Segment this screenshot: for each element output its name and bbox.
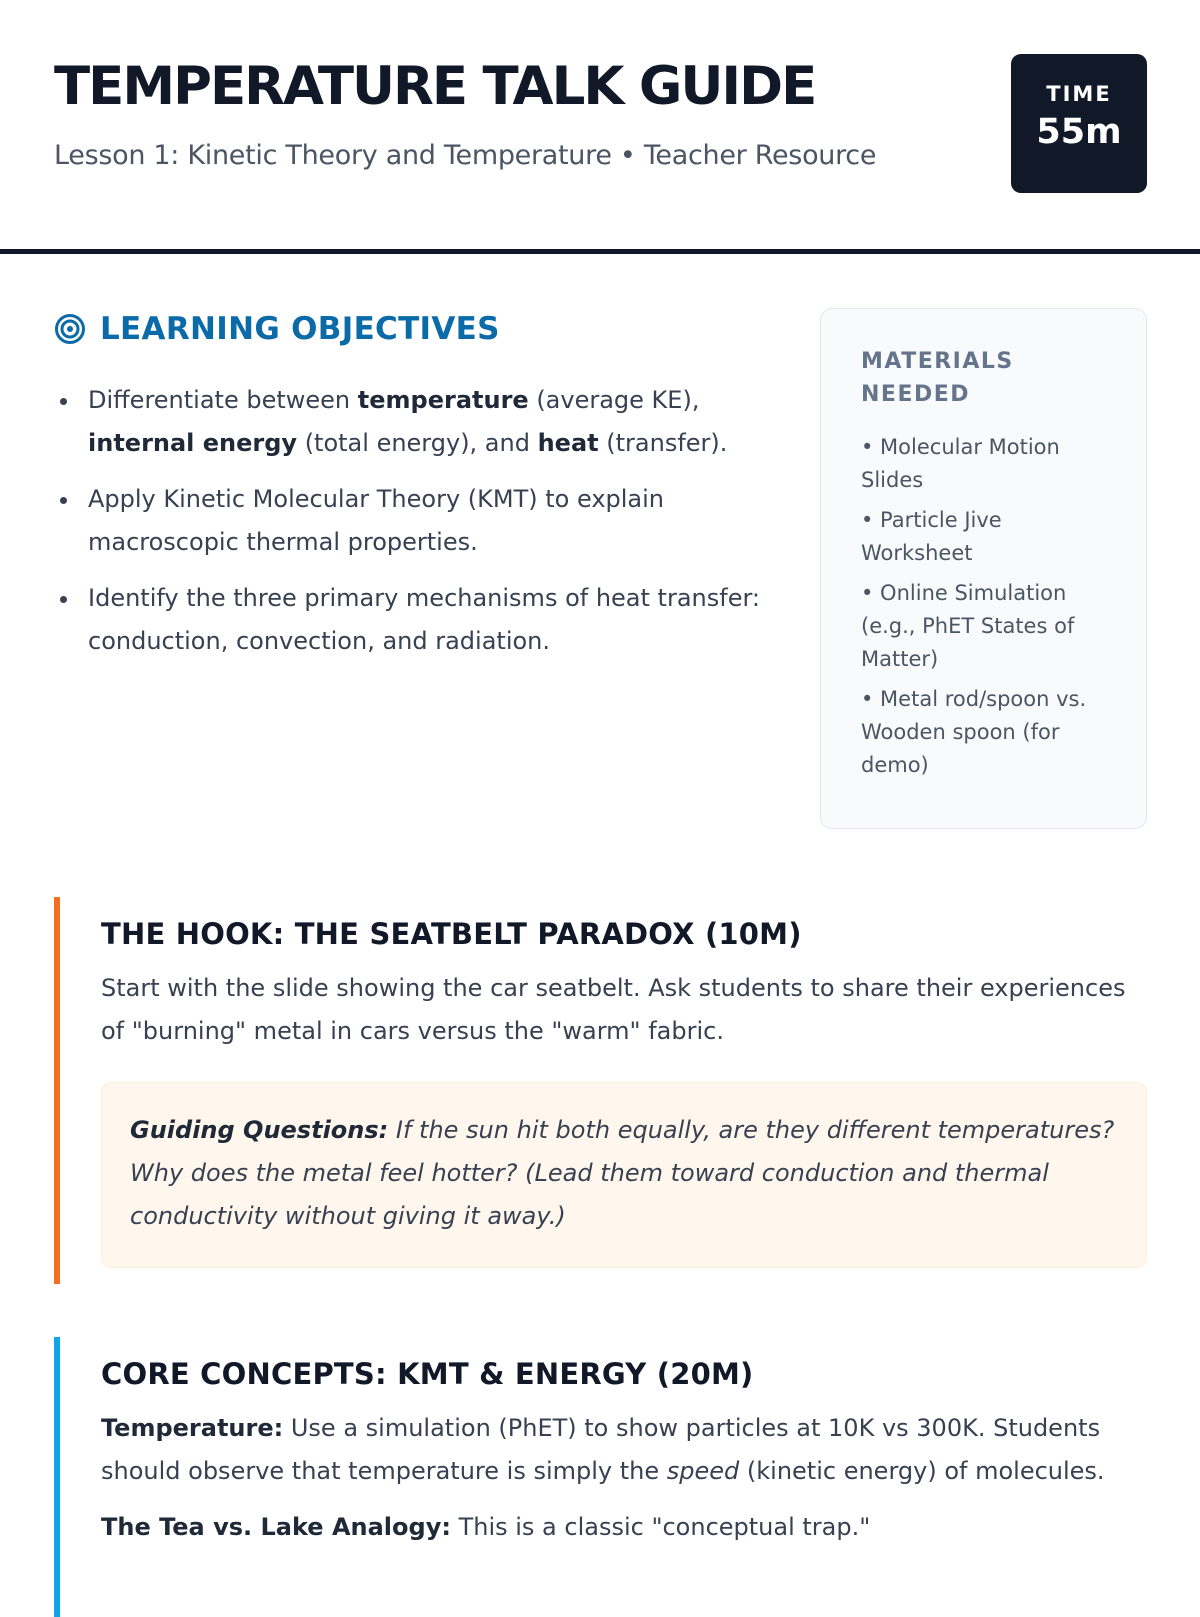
- guiding-questions-callout: [101, 1082, 1147, 1268]
- materials-title: MATERIALS NEEDED: [861, 349, 1014, 407]
- hook-title: THE HOOK: THE SEATBELT PARADOX (10M): [101, 917, 802, 951]
- objective-item: Apply Kinetic Molecular Theory (KMT) to explain macroscopic thermal properties.: [60, 478, 760, 564]
- target-icon: [54, 313, 86, 345]
- core-label-analogy: The Tea vs. Lake Analogy:: [101, 1513, 451, 1541]
- objectives-list: [60, 379, 760, 676]
- material-item: • Online Simulation (e.g., PhET States of Matter): [861, 581, 1075, 671]
- callout-text: If the sun hit both equally, are they different temperatures? Why does the metal feel hotter? (Lead them toward conduction and thermal conductivity without giving it away.): [130, 1116, 1115, 1230]
- term-heat: heat: [537, 429, 599, 457]
- material-item: • Molecular Motion Slides: [861, 435, 1060, 492]
- objective-item: [60, 379, 760, 465]
- page-subtitle: Lesson 1: Kinetic Theory and Temperature • Teacher Resource: [54, 140, 877, 171]
- core-text: (kinetic energy) of molecules.: [739, 1457, 1105, 1485]
- core-section: [54, 1337, 1147, 1617]
- time-badge: [1011, 54, 1147, 193]
- time-label: TIME: [1046, 82, 1112, 106]
- page-title: TEMPERATURE TALK GUIDE: [54, 56, 816, 117]
- objective-text: (average KE),: [528, 386, 700, 414]
- core-paragraph: [101, 1506, 1147, 1549]
- core-label-temperature: Temperature:: [101, 1414, 284, 1442]
- term-temperature: temperature: [357, 386, 529, 414]
- hook-text: Start with the slide showing the car seatbelt. Ask students to share their experiences of "burning" metal in cars versus the "warm" fabric.: [101, 974, 1126, 1045]
- materials-card: [820, 308, 1147, 829]
- hook-section: [54, 897, 1147, 1284]
- objectives-heading: [54, 311, 500, 347]
- objective-text: (total energy), and: [297, 429, 538, 457]
- callout-label: Guiding Questions:: [130, 1116, 389, 1144]
- objective-item: Identify the three primary mechanisms of heat transfer: conduction, convection, and radiation.: [60, 577, 760, 663]
- page-header: [0, 0, 1200, 254]
- core-title: CORE CONCEPTS: KMT & ENERGY (20M): [101, 1357, 754, 1391]
- material-item: • Metal rod/spoon vs. Wooden spoon (for demo): [861, 687, 1087, 777]
- time-value: 55m: [1036, 112, 1122, 152]
- core-paragraph: [101, 1407, 1147, 1493]
- objectives-title: LEARNING OBJECTIVES: [100, 311, 500, 347]
- term-internal-energy: internal energy: [88, 429, 298, 457]
- objective-text: Differentiate between: [88, 386, 358, 414]
- materials-list: [861, 431, 1106, 782]
- core-text: This is a classic "conceptual trap.": [450, 1513, 871, 1541]
- material-item: • Particle Jive Worksheet: [861, 508, 1002, 565]
- core-text: Use a simulation (PhET) to show particles at 10K vs 300K. Students should observe that temperature is simply the: [101, 1414, 1101, 1485]
- core-emphasis: speed: [666, 1457, 740, 1485]
- objective-text: (transfer).: [598, 429, 728, 457]
